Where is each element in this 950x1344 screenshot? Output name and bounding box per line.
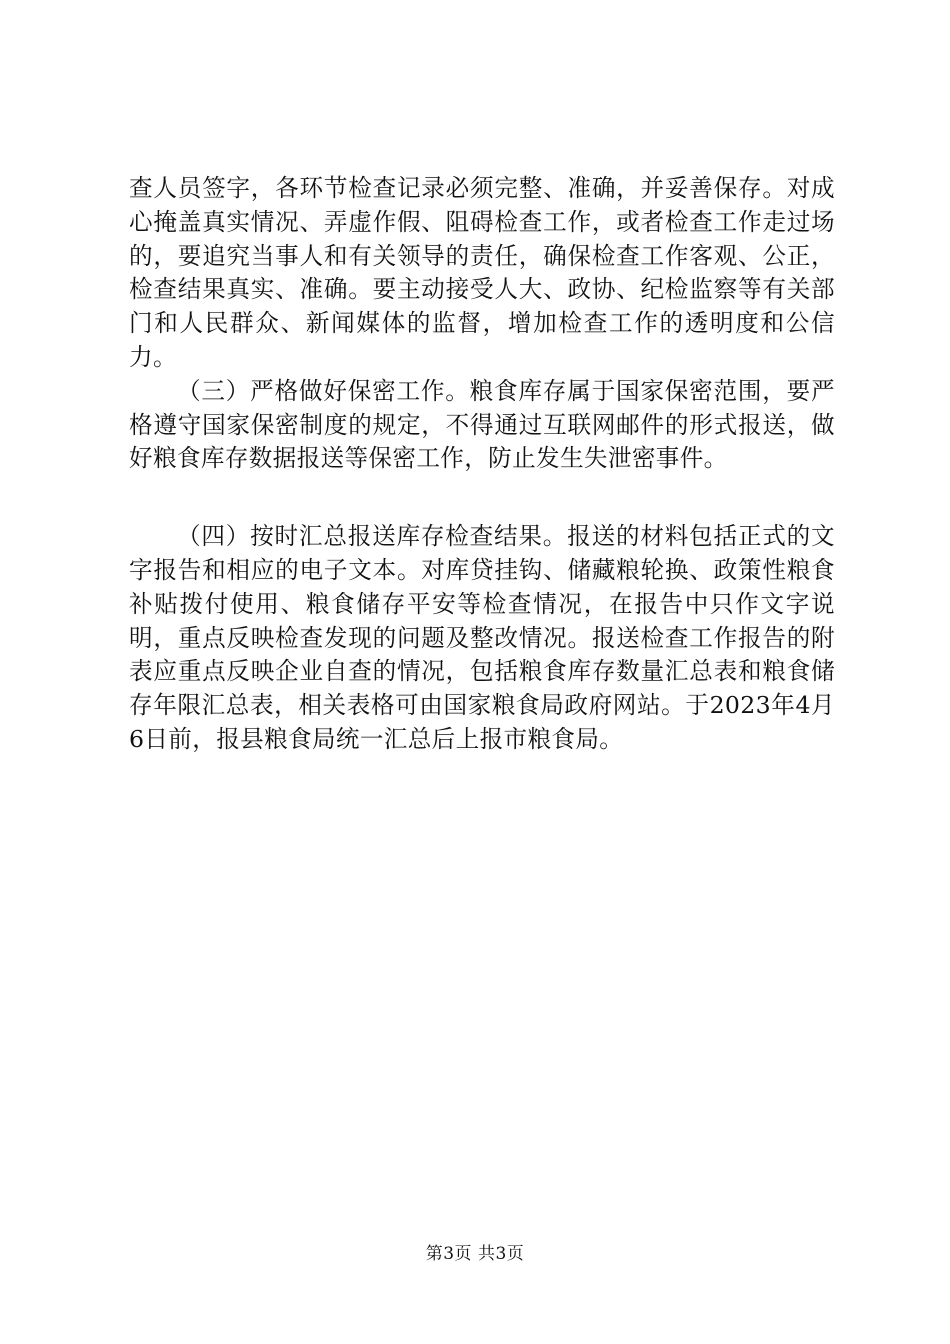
paragraph-section-four: （四）按时汇总报送库存检查结果。报送的材料包括正式的文字报告和相应的电子文本。对库贷挂钩、储藏粮轮换、政策性粮食补贴拨付使用、粮食储存平安等检查情况，在报告中只作文字说明，重点反映检查发现的问题及整改情况。报送检查工作报告的附表应重点反映企业自查的情况，包括粮食库存数量汇总表和粮食储存年限汇总表，相关表格可由国家粮食局政府网站。于2023年4月6日前，报县粮食局统一汇总后上报市粮食局。 <box>129 522 835 753</box>
paragraph-spacer <box>129 476 835 520</box>
page-number-footer: 第3页 共3页 <box>425 1244 525 1264</box>
document-body <box>129 172 835 757</box>
paragraph-section-three: （三）严格做好保密工作。粮食库存属于国家保密范围，要严格遵守国家保密制度的规定，不得通过互联网邮件的形式报送，做好粮食库存数据报送等保密工作，防止发生失泄密事件。 <box>129 376 835 473</box>
paragraph-continued: 查人员签字，各环节检查记录必须完整、准确，并妥善保存。对成心掩盖真实情况、弄虚作假、阻碍检查工作，或者检查工作走过场的，要追究当事人和有关领导的责任，确保检查工作客观、公正，检查结果真实、准确。要主动接受人大、政协、纪检监察等有关部门和人民群众、新闻媒体的监督，增加检查工作的透明度和公信力。 <box>129 174 835 371</box>
